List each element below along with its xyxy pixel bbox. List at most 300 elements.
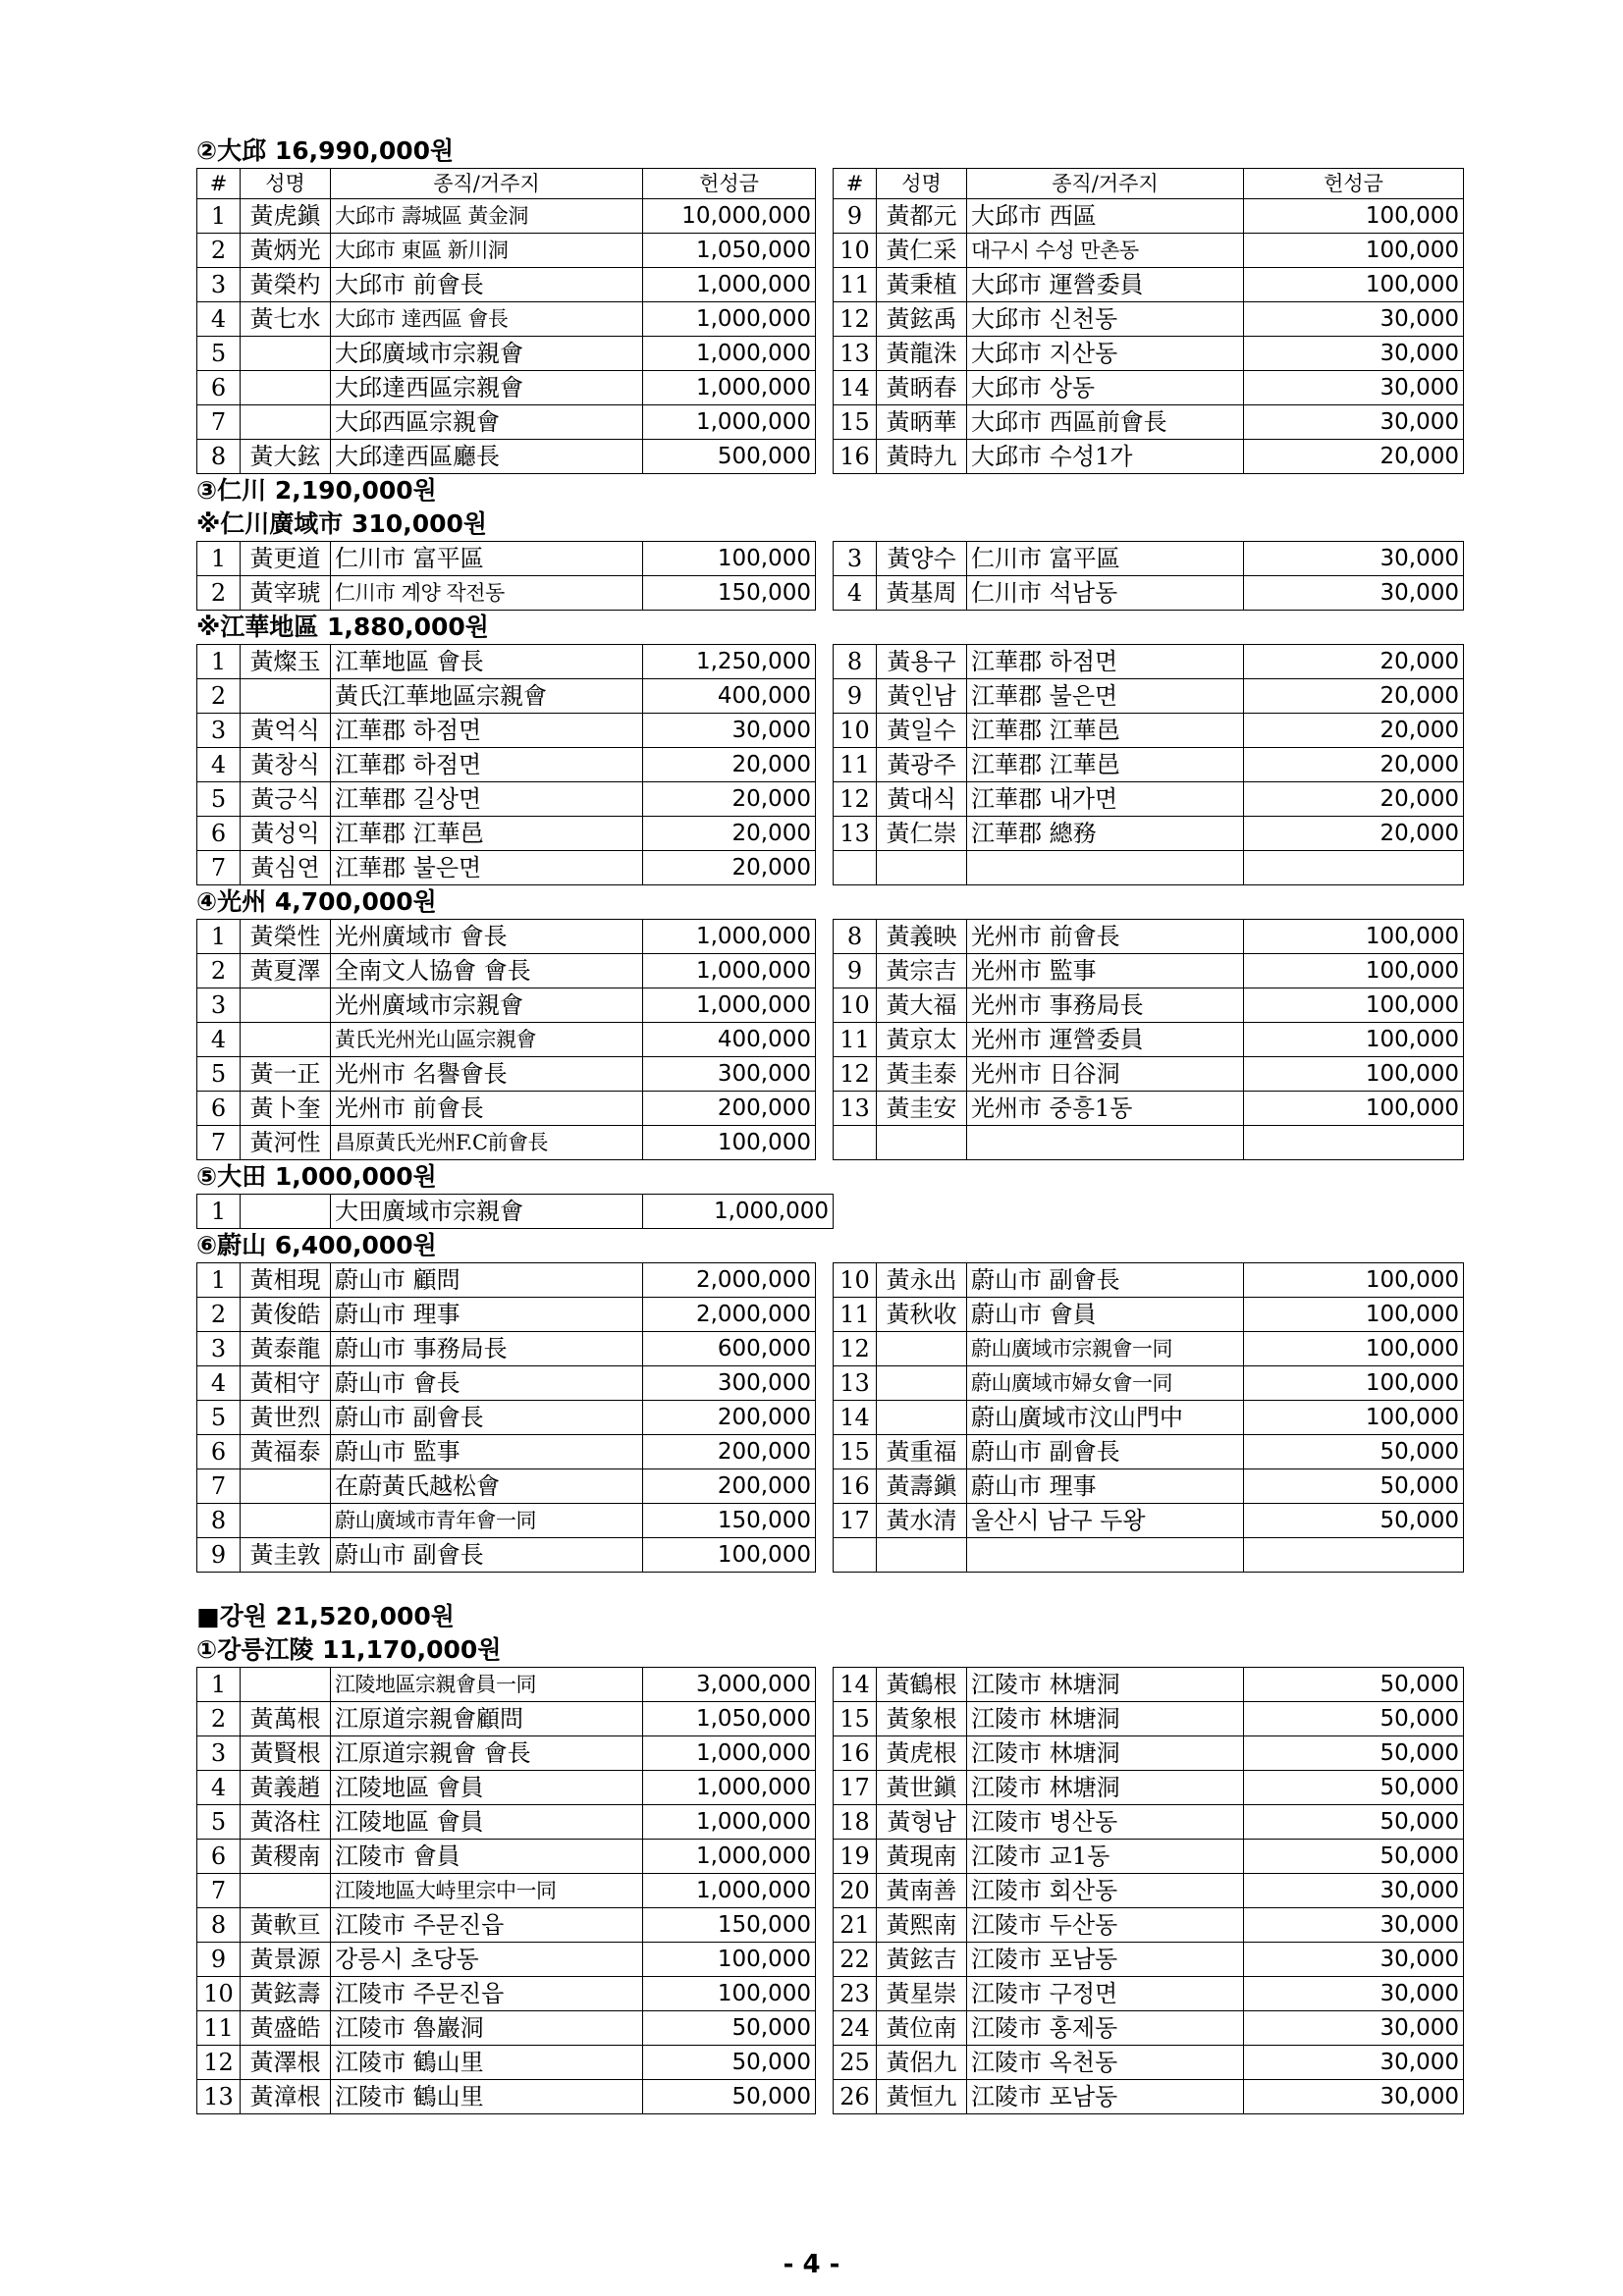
donor-name: 黃重福 — [877, 1435, 967, 1469]
table-row — [197, 645, 1464, 679]
affiliation: 蔚山市 事務局長 — [331, 1332, 643, 1366]
donor-name: 黃秋收 — [877, 1298, 967, 1332]
column-divider — [816, 2046, 834, 2080]
affiliation: 江陵市 林塘洞 — [967, 1736, 1244, 1771]
affiliation: 大邱市 壽城區 黃金洞 — [331, 199, 643, 234]
amount: 1,250,000 — [643, 645, 816, 679]
column-divider — [816, 1057, 834, 1092]
table-row — [197, 1736, 1464, 1771]
affiliation: 大邱廣域市宗親會 — [331, 337, 643, 371]
section-title: ①강릉江陵 11,170,000원 — [196, 1635, 502, 1664]
amount: 50,000 — [1244, 1840, 1464, 1874]
row-number: 26 — [834, 2080, 877, 2114]
amount: 100,000 — [1244, 1263, 1464, 1298]
column-divider — [816, 1469, 834, 1504]
donor-name: 黃世鎭 — [877, 1771, 967, 1805]
section-title: ※江華地區 1,880,000원 — [196, 613, 489, 641]
amount: 200,000 — [643, 1469, 816, 1504]
amount: 30,000 — [1244, 1977, 1464, 2011]
column-divider — [816, 268, 834, 302]
table-row — [197, 679, 1464, 714]
affiliation: 蔚山市 副會長 — [331, 1538, 643, 1573]
table-row — [197, 1840, 1464, 1874]
row-number: 3 — [197, 1736, 241, 1771]
column-divider — [816, 988, 834, 1023]
donor-name: 黃夏澤 — [241, 954, 331, 988]
affiliation: 江華郡 江華邑 — [967, 714, 1244, 748]
donor-name: 黃賢根 — [241, 1736, 331, 1771]
amount — [1244, 1126, 1464, 1160]
donor-name: 黃壽鎭 — [877, 1469, 967, 1504]
table-row — [197, 2011, 1464, 2046]
row-number: 3 — [834, 542, 877, 576]
row-number: 14 — [834, 371, 877, 405]
amount: 30,000 — [1244, 2046, 1464, 2080]
row-number: 1 — [197, 1668, 241, 1702]
amount: 1,000,000 — [643, 1874, 816, 1908]
affiliation: 江華郡 하점면 — [331, 714, 643, 748]
amount: 30,000 — [1244, 1908, 1464, 1943]
table-row — [197, 920, 1464, 954]
table-row — [197, 1298, 1464, 1332]
donor-name — [241, 988, 331, 1023]
amount: 300,000 — [643, 1057, 816, 1092]
row-number: 9 — [197, 1943, 241, 1977]
affiliation: 江華郡 總務 — [967, 817, 1244, 851]
amount — [1244, 851, 1464, 885]
affiliation: 江陵市 주문진읍 — [331, 1908, 643, 1943]
amount: 100,000 — [1244, 199, 1464, 234]
table-row — [197, 1435, 1464, 1469]
donor-name: 黃侶九 — [877, 2046, 967, 2080]
amount: 100,000 — [643, 1943, 816, 1977]
amount: 20,000 — [643, 851, 816, 885]
table-row — [197, 1195, 834, 1229]
donor-name: 黃七水 — [241, 302, 331, 337]
donor-name: 黃更道 — [241, 542, 331, 576]
affiliation: 大邱達西區宗親會 — [331, 371, 643, 405]
amount: 20,000 — [643, 748, 816, 782]
amount: 20,000 — [1244, 679, 1464, 714]
affiliation: 江華郡 하점면 — [967, 645, 1244, 679]
row-number: 13 — [197, 2080, 241, 2114]
affiliation: 江陵市 林塘洞 — [967, 1771, 1244, 1805]
column-divider — [816, 234, 834, 268]
donor-name: 黃漳根 — [241, 2080, 331, 2114]
table-row — [197, 1366, 1464, 1401]
row-number: 20 — [834, 1874, 877, 1908]
row-number: 11 — [834, 1023, 877, 1057]
amount: 1,000,000 — [643, 1195, 834, 1229]
affiliation: 大邱達西區廳長 — [331, 440, 643, 474]
row-number: 5 — [197, 1057, 241, 1092]
table-row — [197, 542, 1464, 576]
donor-name: 黃榮性 — [241, 920, 331, 954]
row-number: 2 — [197, 576, 241, 611]
donor-table — [196, 168, 1464, 474]
amount: 20,000 — [643, 817, 816, 851]
amount: 30,000 — [1244, 302, 1464, 337]
affiliation: 江原道宗親會 會長 — [331, 1736, 643, 1771]
row-number: 6 — [197, 1435, 241, 1469]
table-row — [197, 337, 1464, 371]
amount: 20,000 — [1244, 817, 1464, 851]
column-divider — [816, 1092, 834, 1126]
column-divider — [816, 1435, 834, 1469]
amount: 20,000 — [643, 782, 816, 817]
row-number: 7 — [197, 1874, 241, 1908]
row-number: 16 — [834, 1736, 877, 1771]
affiliation: 江陵市 옥천동 — [967, 2046, 1244, 2080]
row-number: 3 — [197, 714, 241, 748]
affiliation: 江陵市 林塘洞 — [967, 1702, 1244, 1736]
column-divider — [816, 1332, 834, 1366]
column-divider — [816, 1366, 834, 1401]
row-number: 10 — [834, 1263, 877, 1298]
donor-name: 黃相現 — [241, 1263, 331, 1298]
column-divider — [816, 169, 834, 199]
affiliation: 蔚山市 副會長 — [967, 1435, 1244, 1469]
table-row — [197, 1092, 1464, 1126]
row-number: 6 — [197, 371, 241, 405]
table-row — [197, 748, 1464, 782]
row-number: 11 — [197, 2011, 241, 2046]
donor-name: 黃相守 — [241, 1366, 331, 1401]
affiliation: 大邱市 西區前會長 — [967, 405, 1244, 440]
affiliation: 蔚山廣域市青年會一同 — [331, 1504, 643, 1538]
donor-name: 黃泰龍 — [241, 1332, 331, 1366]
header-name: 성명 — [241, 169, 331, 199]
amount: 30,000 — [643, 714, 816, 748]
column-divider — [816, 954, 834, 988]
affiliation: 仁川市 富平區 — [331, 542, 643, 576]
amount: 100,000 — [1244, 1057, 1464, 1092]
row-number: 16 — [834, 440, 877, 474]
donor-table — [196, 919, 1464, 1160]
row-number: 9 — [197, 1538, 241, 1573]
amount: 10,000,000 — [643, 199, 816, 234]
amount: 50,000 — [1244, 1805, 1464, 1840]
affiliation: 江原道宗親會顧問 — [331, 1702, 643, 1736]
amount: 100,000 — [1244, 1366, 1464, 1401]
header-amount: 헌성금 — [643, 169, 816, 199]
donor-name: 黃仁崇 — [877, 817, 967, 851]
donor-name: 黃景源 — [241, 1943, 331, 1977]
table-row — [197, 576, 1464, 611]
affiliation: 江陵市 魯巖洞 — [331, 2011, 643, 2046]
table-row — [197, 2046, 1464, 2080]
affiliation: 蔚山市 顧問 — [331, 1263, 643, 1298]
amount: 600,000 — [643, 1332, 816, 1366]
affiliation: 江陵市 鶴山里 — [331, 2046, 643, 2080]
donor-name — [877, 1126, 967, 1160]
table-row — [197, 1977, 1464, 2011]
section-title: ②大邱 16,990,000원 — [196, 136, 455, 165]
row-number — [834, 851, 877, 885]
row-number — [834, 1126, 877, 1160]
amount: 200,000 — [643, 1435, 816, 1469]
amount: 100,000 — [1244, 1023, 1464, 1057]
amount: 1,000,000 — [643, 1805, 816, 1840]
amount: 30,000 — [1244, 405, 1464, 440]
row-number: 8 — [197, 440, 241, 474]
affiliation: 江華郡 하점면 — [331, 748, 643, 782]
donor-name: 黃억식 — [241, 714, 331, 748]
donor-name: 黃鉉禹 — [877, 302, 967, 337]
amount: 1,000,000 — [643, 302, 816, 337]
row-number: 8 — [197, 1908, 241, 1943]
amount: 100,000 — [1244, 1092, 1464, 1126]
column-divider — [816, 1538, 834, 1573]
donor-name: 黃虎鎭 — [241, 199, 331, 234]
affiliation: 江陵市 병산동 — [967, 1805, 1244, 1840]
row-number: 16 — [834, 1469, 877, 1504]
amount: 500,000 — [643, 440, 816, 474]
row-number: 8 — [834, 645, 877, 679]
affiliation: 光州廣域市 會長 — [331, 920, 643, 954]
table-row — [197, 1332, 1464, 1366]
row-number: 11 — [834, 1298, 877, 1332]
column-divider — [816, 1504, 834, 1538]
donor-name: 黃時九 — [877, 440, 967, 474]
donor-name: 黃榮杓 — [241, 268, 331, 302]
amount: 100,000 — [1244, 234, 1464, 268]
column-divider — [816, 2080, 834, 2114]
donor-name: 黃昞春 — [877, 371, 967, 405]
donor-name — [877, 1401, 967, 1435]
affiliation: 울산시 남구 두왕 — [967, 1504, 1244, 1538]
amount: 30,000 — [1244, 371, 1464, 405]
affiliation: 光州廣域市宗親會 — [331, 988, 643, 1023]
affiliation: 강릉시 초당동 — [331, 1943, 643, 1977]
donor-name — [241, 371, 331, 405]
column-divider — [816, 782, 834, 817]
table-header — [197, 169, 1464, 199]
row-number: 9 — [834, 679, 877, 714]
affiliation: 江陵地區 會員 — [331, 1771, 643, 1805]
row-number: 21 — [834, 1908, 877, 1943]
column-divider — [816, 714, 834, 748]
affiliation: 在蔚黃氏越松會 — [331, 1469, 643, 1504]
donor-name: 黃稷南 — [241, 1840, 331, 1874]
donor-table — [196, 1262, 1464, 1573]
donor-name — [241, 679, 331, 714]
affiliation: 江陵市 鶴山里 — [331, 2080, 643, 2114]
table-row — [197, 1538, 1464, 1573]
amount: 30,000 — [1244, 1943, 1464, 1977]
row-number: 11 — [834, 268, 877, 302]
donor-name: 黃義映 — [877, 920, 967, 954]
table-row — [197, 1401, 1464, 1435]
donor-name: 黃恒九 — [877, 2080, 967, 2114]
column-divider — [816, 817, 834, 851]
row-number: 13 — [834, 817, 877, 851]
affiliation: 大邱市 수성1가 — [967, 440, 1244, 474]
affiliation: 江華郡 江華邑 — [331, 817, 643, 851]
column-divider — [816, 1263, 834, 1298]
row-number: 3 — [197, 1332, 241, 1366]
donor-name — [241, 1874, 331, 1908]
amount: 50,000 — [1244, 1469, 1464, 1504]
affiliation: 大邱市 상동 — [967, 371, 1244, 405]
section-title: ■강원 21,520,000원 — [196, 1602, 455, 1630]
donor-name: 黃永出 — [877, 1263, 967, 1298]
donor-name: 黃澤根 — [241, 2046, 331, 2080]
table-row — [197, 851, 1464, 885]
row-number: 10 — [834, 234, 877, 268]
row-number: 2 — [197, 1298, 241, 1332]
row-number: 23 — [834, 1977, 877, 2011]
affiliation — [967, 851, 1244, 885]
amount: 20,000 — [1244, 645, 1464, 679]
table-row — [197, 1057, 1464, 1092]
amount: 2,000,000 — [643, 1298, 816, 1332]
donor-name: 黃圭敦 — [241, 1538, 331, 1573]
affiliation: 江華郡 길상면 — [331, 782, 643, 817]
donor-name: 黃大福 — [877, 988, 967, 1023]
affiliation: 江陵地區大峙里宗中一同 — [331, 1874, 643, 1908]
affiliation: 蔚山市 副會長 — [967, 1263, 1244, 1298]
table-row — [197, 1943, 1464, 1977]
amount: 100,000 — [643, 1126, 816, 1160]
row-number: 4 — [834, 576, 877, 611]
donor-name — [877, 1538, 967, 1573]
row-number: 9 — [834, 954, 877, 988]
donor-name: 黃俊皓 — [241, 1298, 331, 1332]
affiliation: 黃氏江華地區宗親會 — [331, 679, 643, 714]
donor-name: 黃卜奎 — [241, 1092, 331, 1126]
table-row — [197, 302, 1464, 337]
row-number: 8 — [197, 1504, 241, 1538]
row-number: 4 — [197, 1366, 241, 1401]
affiliation — [967, 1126, 1244, 1160]
donor-name: 黃창식 — [241, 748, 331, 782]
amount: 30,000 — [1244, 2080, 1464, 2114]
table-row — [197, 1874, 1464, 1908]
affiliation: 江陵市 두산동 — [967, 1908, 1244, 1943]
section-title: ③仁川 2,190,000원 — [196, 476, 437, 505]
affiliation: 大邱西區宗親會 — [331, 405, 643, 440]
column-divider — [816, 1805, 834, 1840]
row-number: 12 — [834, 302, 877, 337]
row-number: 5 — [197, 1401, 241, 1435]
amount: 30,000 — [1244, 337, 1464, 371]
section-gap — [196, 1573, 1463, 1600]
column-divider — [816, 1977, 834, 2011]
donor-name: 黃星崇 — [877, 1977, 967, 2011]
column-divider — [816, 1668, 834, 1702]
amount: 100,000 — [1244, 1401, 1464, 1435]
affiliation: 蔚山市 理事 — [331, 1298, 643, 1332]
affiliation: 江華郡 江華邑 — [967, 748, 1244, 782]
amount: 50,000 — [1244, 1668, 1464, 1702]
table-row — [197, 714, 1464, 748]
donor-name — [241, 405, 331, 440]
amount: 50,000 — [1244, 1702, 1464, 1736]
amount: 30,000 — [1244, 1874, 1464, 1908]
affiliation: 全南文人協會 會長 — [331, 954, 643, 988]
affiliation: 대구시 수성 만촌동 — [967, 234, 1244, 268]
donor-name: 黃鉉壽 — [241, 1977, 331, 2011]
donor-name: 黃位南 — [877, 2011, 967, 2046]
column-divider — [816, 1840, 834, 1874]
table-row — [197, 2080, 1464, 2114]
amount: 50,000 — [643, 2011, 816, 2046]
affiliation: 江華郡 불은면 — [967, 679, 1244, 714]
table-row — [197, 268, 1464, 302]
affiliation: 江陵市 林塘洞 — [967, 1668, 1244, 1702]
row-number: 3 — [197, 268, 241, 302]
amount: 50,000 — [643, 2080, 816, 2114]
affiliation: 光州市 중흥1동 — [967, 1092, 1244, 1126]
row-number: 7 — [197, 851, 241, 885]
row-number: 1 — [197, 1263, 241, 1298]
donor-name — [877, 851, 967, 885]
row-number: 7 — [197, 1126, 241, 1160]
amount: 20,000 — [1244, 440, 1464, 474]
donor-name — [241, 1023, 331, 1057]
affiliation: 光州市 前會長 — [331, 1092, 643, 1126]
amount: 300,000 — [643, 1366, 816, 1401]
row-number: 25 — [834, 2046, 877, 2080]
amount: 150,000 — [643, 1504, 816, 1538]
row-number: 15 — [834, 1435, 877, 1469]
row-number: 18 — [834, 1805, 877, 1840]
column-divider — [816, 576, 834, 611]
donor-name: 黃형남 — [877, 1805, 967, 1840]
row-number: 1 — [197, 1195, 241, 1229]
row-number: 13 — [834, 1092, 877, 1126]
row-number: 1 — [197, 645, 241, 679]
table-row — [197, 199, 1464, 234]
row-number: 17 — [834, 1771, 877, 1805]
row-number: 12 — [834, 1332, 877, 1366]
donor-name: 黃일수 — [877, 714, 967, 748]
row-number: 7 — [197, 1469, 241, 1504]
affiliation: 江陵地區宗親會員一同 — [331, 1668, 643, 1702]
amount: 100,000 — [1244, 954, 1464, 988]
affiliation: 蔚山市 副會長 — [331, 1401, 643, 1435]
table-row — [197, 1263, 1464, 1298]
donor-name: 黃福泰 — [241, 1435, 331, 1469]
donor-name: 黃인남 — [877, 679, 967, 714]
donor-table — [196, 541, 1464, 611]
header-affiliation: 종직/거주지 — [331, 169, 643, 199]
table-row — [197, 405, 1464, 440]
amount: 150,000 — [643, 1908, 816, 1943]
affiliation: 江華地區 會長 — [331, 645, 643, 679]
row-number: 1 — [197, 920, 241, 954]
column-divider — [816, 337, 834, 371]
affiliation — [967, 1538, 1244, 1573]
affiliation: 光州市 名譽會長 — [331, 1057, 643, 1092]
donor-name: 黃燦玉 — [241, 645, 331, 679]
donor-name: 黃盛皓 — [241, 2011, 331, 2046]
donor-table — [196, 1194, 834, 1229]
row-number: 2 — [197, 954, 241, 988]
affiliation: 仁川市 석남동 — [967, 576, 1244, 611]
column-divider — [816, 199, 834, 234]
affiliation: 大邱市 신천동 — [967, 302, 1244, 337]
row-number: 13 — [834, 337, 877, 371]
row-number: 5 — [197, 337, 241, 371]
column-divider — [816, 440, 834, 474]
header-number: # — [834, 169, 877, 199]
table-row — [197, 371, 1464, 405]
donor-name: 黃圭安 — [877, 1092, 967, 1126]
donor-name: 黃軟亘 — [241, 1908, 331, 1943]
amount: 20,000 — [1244, 782, 1464, 817]
